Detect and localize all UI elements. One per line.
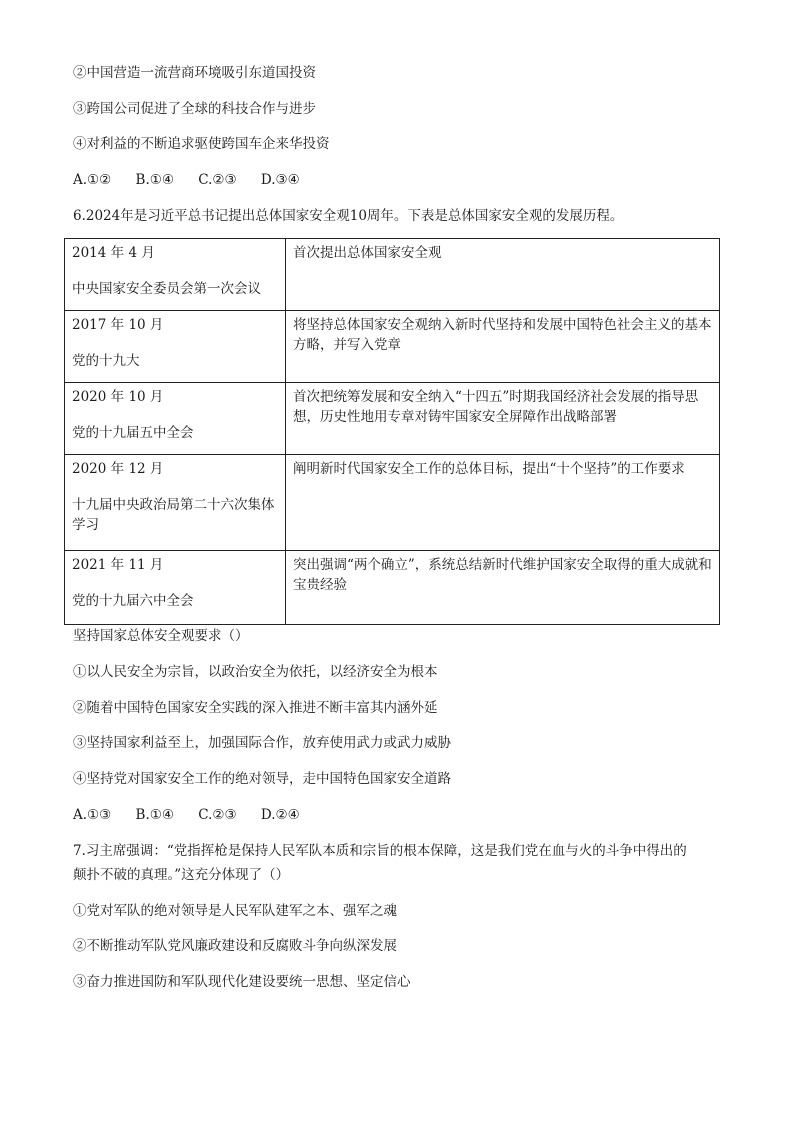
q5-item-3: ③跨国公司促进了全球的科技合作与进步 [73, 101, 316, 117]
meeting-name: 党的十九届六中全会 [72, 593, 194, 609]
meeting-date: 2020 年 12 月 [72, 461, 164, 477]
q5-option-c[interactable]: C.②③ [198, 172, 237, 188]
table-cell-description [286, 383, 720, 455]
q6-option-d[interactable]: D.②④ [260, 807, 300, 823]
table-row [65, 455, 720, 551]
table-cell-meeting [65, 455, 286, 551]
meeting-description: 首次把统筹发展和安全纳入“十四五”时期我国经济社会发展的指导思想，历史性地用专章对铸牢国家安全屏障作出战略部署 [293, 389, 699, 425]
meeting-name: 党的十九届五中全会 [72, 425, 194, 441]
q6-item-1: ①以人民安全为宗旨，以政治安全为依托，以经济安全为根本 [73, 664, 438, 680]
meeting-name: 十九届中央政治局第二十六次集体学习 [72, 497, 275, 533]
table-cell-meeting [65, 239, 286, 311]
q5-option-a[interactable]: A.①② [73, 172, 112, 188]
table-cell-description [286, 311, 720, 383]
q5-option-d[interactable]: D.③④ [260, 172, 300, 188]
q6-item-2: ②随着中国特色国家安全实践的深入推进不断丰富其内涵外延 [73, 700, 438, 716]
q7-item-1: ①党对军队的绝对领导是人民军队建军之本、强军之魂 [73, 903, 397, 919]
q7-item-3: ③奋力推进国防和军队现代化建设要统一思想、坚定信心 [73, 974, 411, 990]
meeting-date: 2020 年 10 月 [72, 389, 164, 405]
q7-stem-line-2: 颠扑不破的真理。”这充分体现了（） [73, 867, 290, 883]
q6-option-b[interactable]: B.①④ [135, 807, 174, 823]
meeting-description: 首次提出总体国家安全观 [293, 245, 442, 261]
table-row [65, 239, 720, 311]
q7-stem-line-1: 7.习主席强调：“党指挥枪是保持人民军队本质和宗旨的根本保障，这是我们党在血与火的斗争中得出的 [73, 843, 687, 859]
meeting-date: 2014 年 4 月 [72, 245, 155, 261]
q6-item-3: ③坚持国家利益至上，加强国际合作，放弃使用武力或武力威胁 [73, 735, 451, 751]
meeting-name: 中央国家安全委员会第一次会议 [72, 281, 261, 297]
table-cell-meeting [65, 551, 286, 625]
q6-item-4: ④坚持党对国家安全工作的绝对领导，走中国特色国家安全道路 [73, 771, 451, 787]
meeting-date: 2017 年 10 月 [72, 317, 164, 333]
q5-item-2: ②中国营造一流营商环境吸引东道国投资 [73, 65, 316, 81]
table-cell-description [286, 551, 720, 625]
table-cell-meeting [65, 311, 286, 383]
q6-option-a[interactable]: A.①③ [73, 807, 112, 823]
table-cell-description [286, 239, 720, 311]
table-row [65, 311, 720, 383]
meeting-date: 2021 年 11 月 [72, 557, 164, 573]
q5-options [73, 170, 300, 190]
q6-stem: 6.2024年是习近平总书记提出总体国家安全观10周年。下表是总体国家安全观的发展历程。 [73, 208, 624, 224]
q5-item-4: ④对利益的不断追求驱使跨国车企来华投资 [73, 136, 330, 152]
q6-options [73, 805, 300, 825]
meeting-description: 阐明新时代国家安全工作的总体目标，提出“十个坚持”的工作要求 [293, 461, 685, 477]
table-cell-description [286, 455, 720, 551]
meeting-description: 突出强调“两个确立”，系统总结新时代维护国家安全取得的重大成就和宝贵经验 [293, 557, 712, 593]
q5-option-b[interactable]: B.①④ [135, 172, 174, 188]
table-cell-meeting [65, 383, 286, 455]
meeting-description: 将坚持总体国家安全观纳入新时代坚持和发展中国特色社会主义的基本方略，并写入党章 [293, 317, 712, 353]
security-history-table [64, 238, 720, 625]
q7-item-2: ②不断推动军队党风廉政建设和反腐败斗争向纵深发展 [73, 938, 397, 954]
table-row [65, 551, 720, 625]
meeting-name: 党的十九大 [72, 353, 140, 369]
q6-option-c[interactable]: C.②③ [198, 807, 237, 823]
table-row [65, 383, 720, 455]
q6-question: 坚持国家总体安全观要求（） [73, 628, 249, 644]
